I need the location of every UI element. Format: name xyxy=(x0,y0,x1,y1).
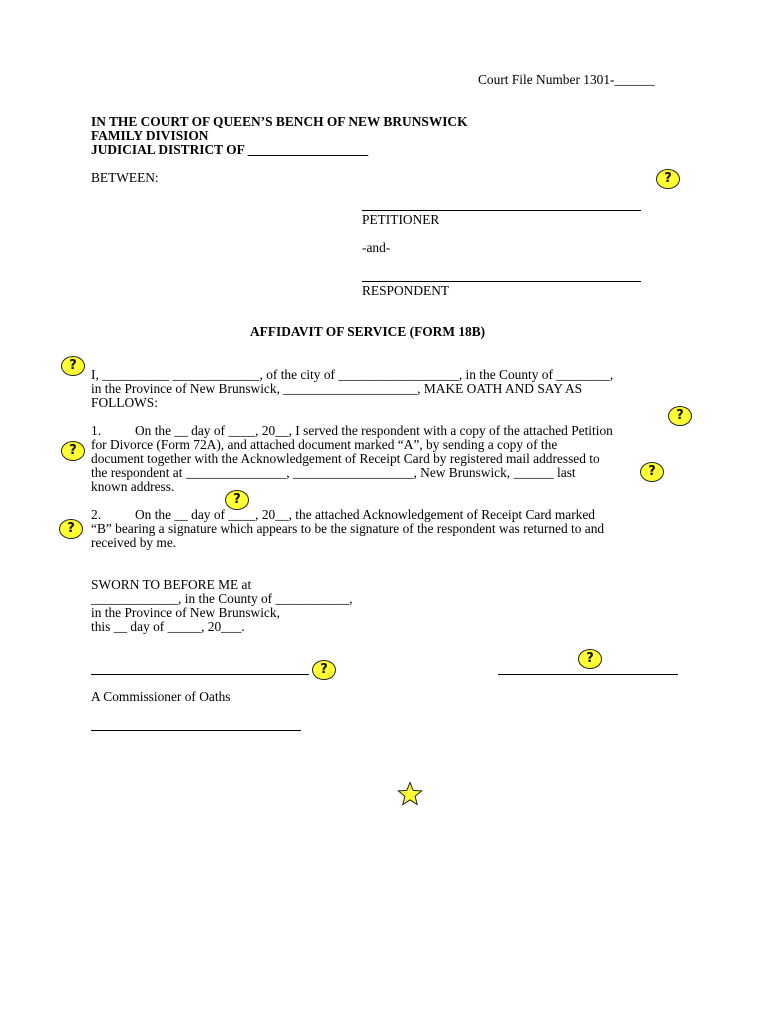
help-icon[interactable]: ? xyxy=(312,660,336,680)
help-icon[interactable]: ? xyxy=(225,490,249,510)
petitioner-label: PETITIONER xyxy=(362,212,440,227)
sworn-line: this __ day of _____, 20___. xyxy=(91,619,245,634)
petitioner-line[interactable] xyxy=(362,210,641,211)
help-icon[interactable]: ? xyxy=(640,462,664,482)
paragraph-number: 2. xyxy=(91,507,102,522)
commissioner-label: A Commissioner of Oaths xyxy=(91,689,231,704)
paragraph-line: document together with the Acknowledgement of Receipt Card by registered mail addressed to xyxy=(91,451,600,466)
sworn-line: SWORN TO BEFORE ME at xyxy=(91,577,252,592)
intro-line: I, __________ _____________, of the city of __________________, in the County of ________, xyxy=(91,367,614,382)
court-file-number: Court File Number 1301-______ xyxy=(478,72,655,87)
help-icon[interactable]: ? xyxy=(59,519,83,539)
court-name: IN THE COURT OF QUEEN’S BENCH OF NEW BRUNSWICK xyxy=(91,114,468,129)
help-icon[interactable]: ? xyxy=(61,441,85,461)
respondent-label: RESPONDENT xyxy=(362,283,450,298)
judicial-district: JUDICIAL DISTRICT OF __________________ xyxy=(91,142,369,157)
paragraph-line: On the __ day of ____, 20__, I served the respondent with a copy of the attached Petition xyxy=(135,423,613,438)
star-icon[interactable] xyxy=(397,781,423,807)
intro-line: FOLLOWS: xyxy=(91,395,158,410)
division-label: FAMILY DIVISION xyxy=(91,128,209,143)
sworn-line: _____________, in the County of ___________, xyxy=(91,591,353,606)
paragraph-line: the respondent at _______________, __________________, New Brunswick, ______ last xyxy=(91,465,576,480)
paragraph-line: “B” bearing a signature which appears to be the signature of the respondent was returned to and xyxy=(91,521,605,536)
help-icon[interactable]: ? xyxy=(578,649,602,669)
commissioner-signature-line[interactable] xyxy=(91,674,309,675)
help-icon[interactable]: ? xyxy=(656,169,680,189)
paragraph-line: for Divorce (Form 72A), and attached document marked “A”, by sending a copy of the xyxy=(91,437,558,452)
sworn-line: in the Province of New Brunswick, xyxy=(91,605,280,620)
star-shape xyxy=(398,783,421,805)
paragraph-line: known address. xyxy=(91,479,175,494)
help-icon[interactable]: ? xyxy=(668,406,692,426)
help-icon[interactable]: ? xyxy=(61,356,85,376)
paragraph-line: received by me. xyxy=(91,535,177,550)
respondent-line[interactable] xyxy=(362,281,641,282)
paragraph-line: On the __ day of ____, 20__, the attached Acknowledgement of Receipt Card marked xyxy=(135,507,595,522)
document-title: AFFIDAVIT OF SERVICE (FORM 18B) xyxy=(250,324,486,339)
and-label: -and- xyxy=(362,240,391,255)
commissioner-name-line[interactable] xyxy=(91,730,301,731)
between-label: BETWEEN: xyxy=(91,170,159,185)
deponent-signature-line[interactable] xyxy=(498,674,678,675)
intro-line: in the Province of New Brunswick, ____________________, MAKE OATH AND SAY AS xyxy=(91,381,583,396)
paragraph-number: 1. xyxy=(91,423,102,438)
